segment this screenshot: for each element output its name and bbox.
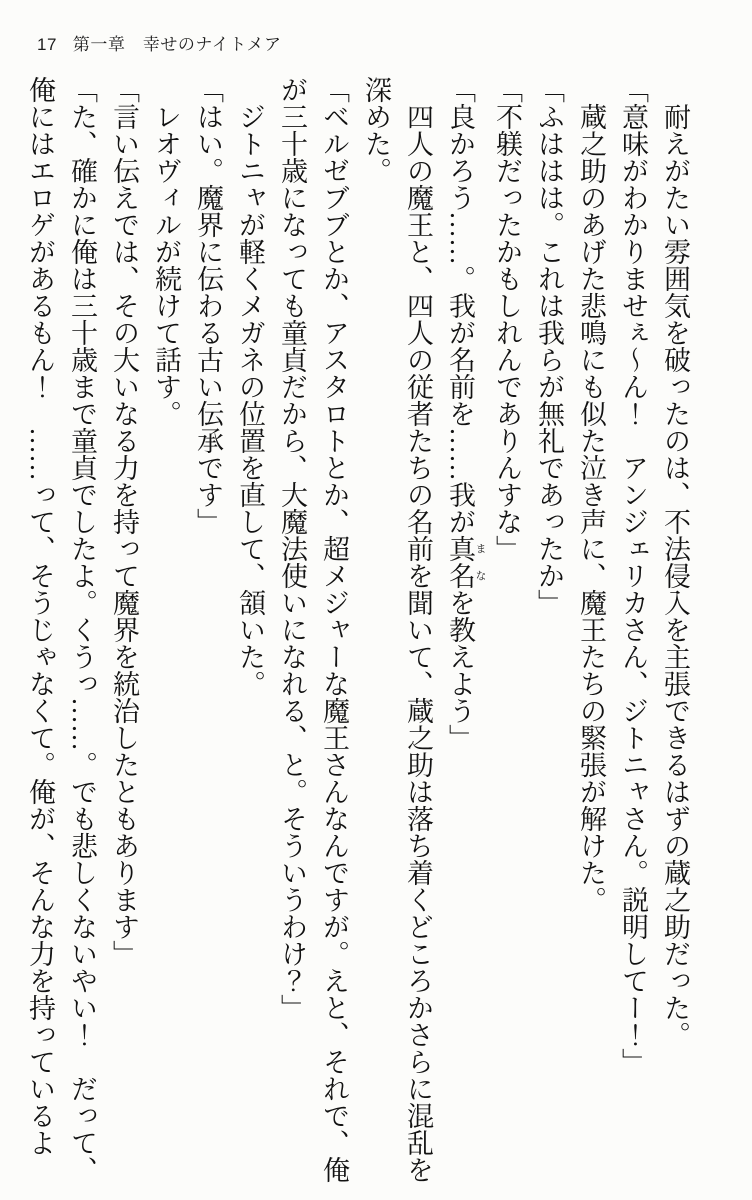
paragraph: レオヴィルが続けて話す。	[151, 103, 181, 427]
ruby-annotation: 真名 まな	[445, 535, 486, 589]
paragraph: 「はい。魔界に伝わる古い伝承です」	[193, 76, 223, 535]
paragraph: 蔵之助のあげた悲鳴にも似た泣き声に、魔王たちの緊張が解けた。	[576, 103, 606, 913]
paragraph: 耐えがたい雰囲気を破ったのは、不法侵入を主張できるはずの蔵之助だった。	[660, 103, 690, 1048]
paragraph: 「意味がわかりませぇ～ん！ アンジェリカさん、ジトニャさん。説明してー！」	[618, 76, 648, 1075]
chapter-title: 第一章 幸せのナイトメア	[72, 35, 282, 54]
paragraph: 「ベルゼブブとか、アスタロトとか、超メジャーな魔王さんなんですが。えと、それで、俺が三十歳になっても童貞だから、大魔法使いになれる、と。そういうわけ？」	[277, 76, 349, 1183]
paragraph: 「た、確かに俺は三十歳まで童貞でしたよ。くうっ……。でも悲しくないやい！ だって、俺にはエロゲがあるもん！ ……って、そうじゃなくて。俺が、そんな力を持っているよ	[25, 76, 97, 1183]
paragraph: ジトニャが軽くメガネの位置を直して、頷いた。	[235, 103, 265, 697]
page-header	[37, 30, 282, 55]
page-number: 17	[37, 35, 57, 54]
paragraph: 「ふははは。これは我らが無礼であったか」	[534, 76, 564, 616]
paragraph: 四人の魔王と、四人の従者たちの名前を聞いて、蔵之助は落ち着くどころかさらに混乱を深めた。	[361, 76, 433, 1183]
paragraph: 「言い伝えでは、その大いなる力を持って魔界を統治したともあります」	[109, 76, 139, 967]
paragraph: 「良かろう……。我が名前を……我が真名 まなを教えよう」	[445, 76, 486, 751]
paragraph: 「不躾だったかもしれんでありんすな」	[492, 76, 522, 562]
body-text	[20, 76, 696, 1183]
